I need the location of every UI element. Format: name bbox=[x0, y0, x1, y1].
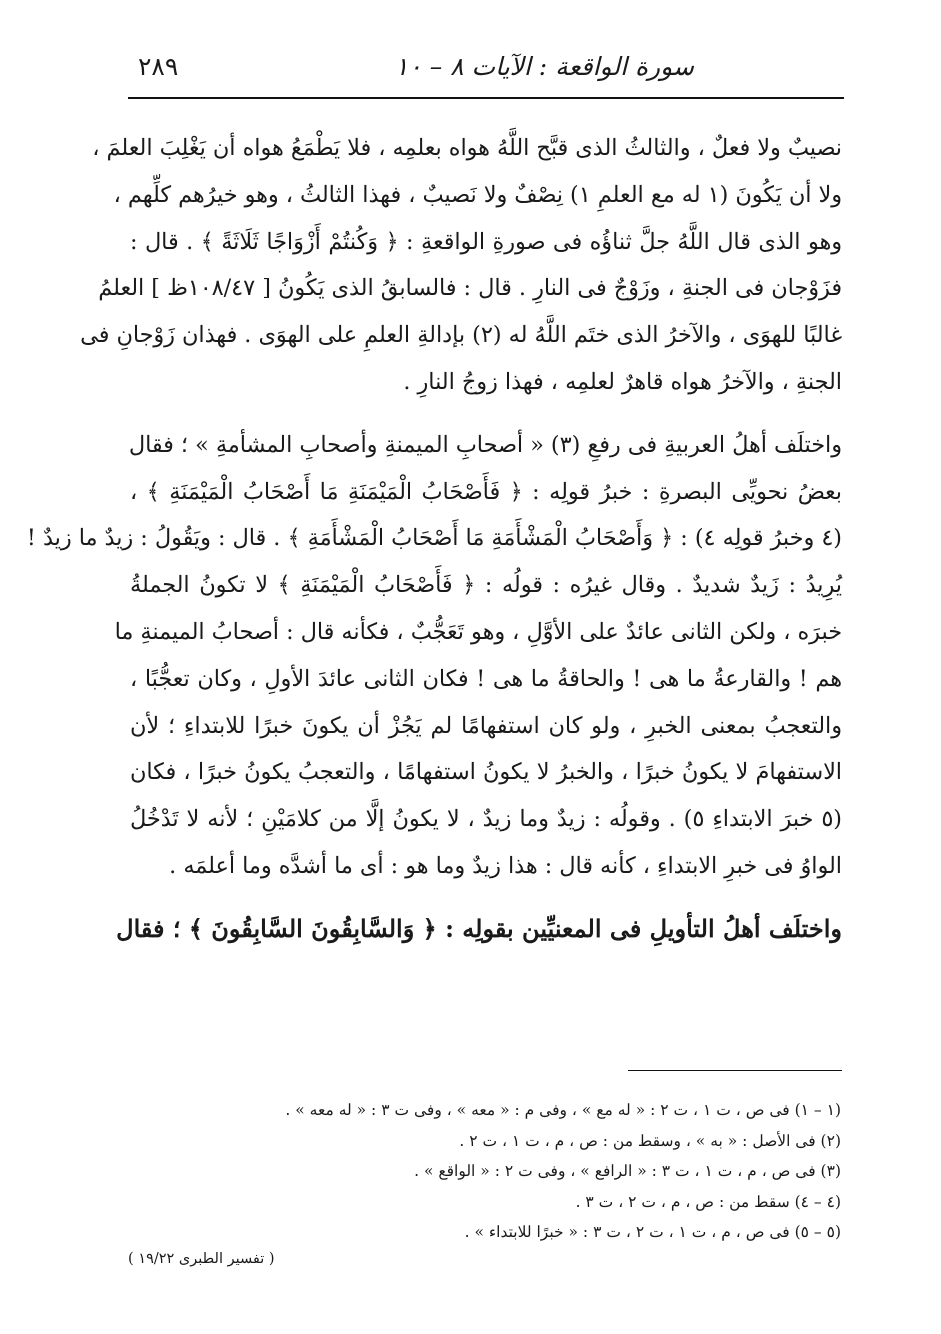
text-line: غالبًا للهوَى ، والآخرُ الذى ختَم اللَّهُ له (٢) بإدالةِ العلمِ على الهوَى . فهذان زَوْجانِ فى bbox=[80, 322, 842, 349]
page-header bbox=[128, 52, 844, 96]
main-text bbox=[26, 125, 842, 953]
text-line: والتعجبُ بمعنى الخبرِ ، ولو كان استفهامًا لم يَجُزْ أن يكونَ خبرًا للابتداءِ ؛ لأن bbox=[130, 712, 842, 739]
paragraph-gap bbox=[130, 890, 842, 906]
text-line: (٤ وخبرُ قولِه ٤) : ﴿ وَأَصْحَابُ الْمَشْأَمَةِ مَا أَصْحَابُ الْمَشْأَمَةِ ﴾ . قال : ويَقُولُ : زيدٌ ما زيدٌ ! bbox=[26, 525, 842, 552]
text-line: واختلَف أهلُ العربيةِ فى رفعِ (٣) « أصحابِ الميمنةِ وأصحابِ المشأمةِ » ؛ فقال bbox=[128, 431, 842, 458]
text-line: (٥ خبرَ الابتداءِ ٥) . وقولُه : زيدٌ وما زيدٌ ، لا يكونُ إلَّا من كلامَيْنِ ؛ لأنه لا تَدْخُلُ bbox=[130, 806, 842, 833]
text-line: ولا أن يَكُونَ (١ له مع العلمِ ١) نِصْفٌ ولا نَصيبٌ ، فهذا الثالثُ ، وهو خيرُهم كلِّهم ، bbox=[113, 181, 842, 208]
footnote: (١ – ١) فى ص ، ت ١ ، ت ٢ : « له مع » ، وفى م : « معه » ، وفى ت ٣ : « له معه » . bbox=[285, 1101, 841, 1119]
text-line: نصيبٌ ولا فعلٌ ، والثالثُ الذى قبَّح اللَّهُ هواه بعلمِه ، فلا يَطْمَعُ هواه أن يَغْلِبَ العلمَ ، bbox=[92, 135, 842, 161]
footnotes bbox=[201, 1095, 841, 1248]
text-line: هم ! والقارعةُ ما هى ! والحاقةُ ما هى ! فكان الثانى عائدَ الأولِ ، وكان تعجُّبًا ، bbox=[130, 665, 842, 692]
text-line: الجنةِ ، والآخرُ هواه قاهرٌ لعلمِه ، فهذا زوجُ النارِ . bbox=[403, 368, 842, 395]
text-line: خبرَه ، ولكن الثانى عائدٌ على الأوَّلِ ، وهو تَعَجُّبٌ ، فكأنه قال : أصحابُ الميمنةِ ما bbox=[114, 618, 842, 645]
page-number: ٢٨٩ bbox=[138, 52, 179, 81]
footnote: (٤ – ٤) سقط من : ص ، م ، ت ٢ ، ت ٣ . bbox=[575, 1192, 841, 1211]
header-rule bbox=[128, 97, 844, 99]
footnote: (٥ – ٥) فى ص ، م ، ت ١ ، ت ٢ ، ت ٣ : « خبرًا للابتداء » . bbox=[464, 1223, 841, 1242]
paragraph-gap bbox=[130, 406, 842, 422]
text-line: فزَوْجان فى الجنةِ ، وزَوْجٌ فى النارِ . قال : فالسابقُ الذى يَكُونُ [ ١٠٨/٤٧ظ ] العلمُ bbox=[98, 275, 842, 302]
text-line: الواوُ فى خبرِ الابتداءِ ، كأنه قال : هذا زيدٌ وما هو : أى ما أشدَّه وما أعلمَه . bbox=[169, 852, 842, 879]
footnote-rule bbox=[628, 1070, 842, 1071]
source-citation: ( تفسير الطبرى ١٩/٢٢ ) bbox=[128, 1251, 275, 1267]
text-line: واختلَف أهلُ التأويلِ فى المعنيِّين بقولِه : ﴿ وَالسَّابِقُونَ السَّابِقُونَ ﴾ ؛ فقال bbox=[116, 913, 842, 943]
text-line: وهو الذى قال اللَّهُ جلَّ ثناؤُه فى صورةِ الواقعةِ : ﴿ وَكُنتُمْ أَزْوَاجًا ثَلَاثَةً ﴾ . قال : bbox=[130, 228, 842, 255]
footnote: (٢) فى الأصل : « به » ، وسقط من : ص ، م ، ت ١ ، ت ٢ . bbox=[459, 1131, 841, 1150]
footnote: (٣) فى ص ، م ، ت ١ ، ت ٣ : « الرافع » ، وفى ت ٢ : « الواقع » . bbox=[414, 1162, 841, 1181]
text-line: الاستفهامَ لا يكونُ خبرًا ، والخبرُ لا يكونُ استفهامًا ، والتعجبُ يكونُ خبرًا ، فكان bbox=[130, 759, 842, 786]
running-title: سورة الواقعة : الآيات ٨ – ١٠ bbox=[394, 52, 694, 81]
text-line: بعضُ نحويِّى البصرةِ : خبرُ قولِه : ﴿ فَأَصْحَابُ الْمَيْمَنَةِ مَا أَصْحَابُ الْمَيْمَنَةِ ﴾ ، bbox=[130, 478, 842, 505]
text-line: يُرِيدُ : زَيدٌ شديدٌ . وقال غيرُه : قولُه : ﴿ فَأَصْحَابُ الْمَيْمَنَةِ ﴾ لا تكونُ الجملةُ bbox=[130, 572, 842, 599]
